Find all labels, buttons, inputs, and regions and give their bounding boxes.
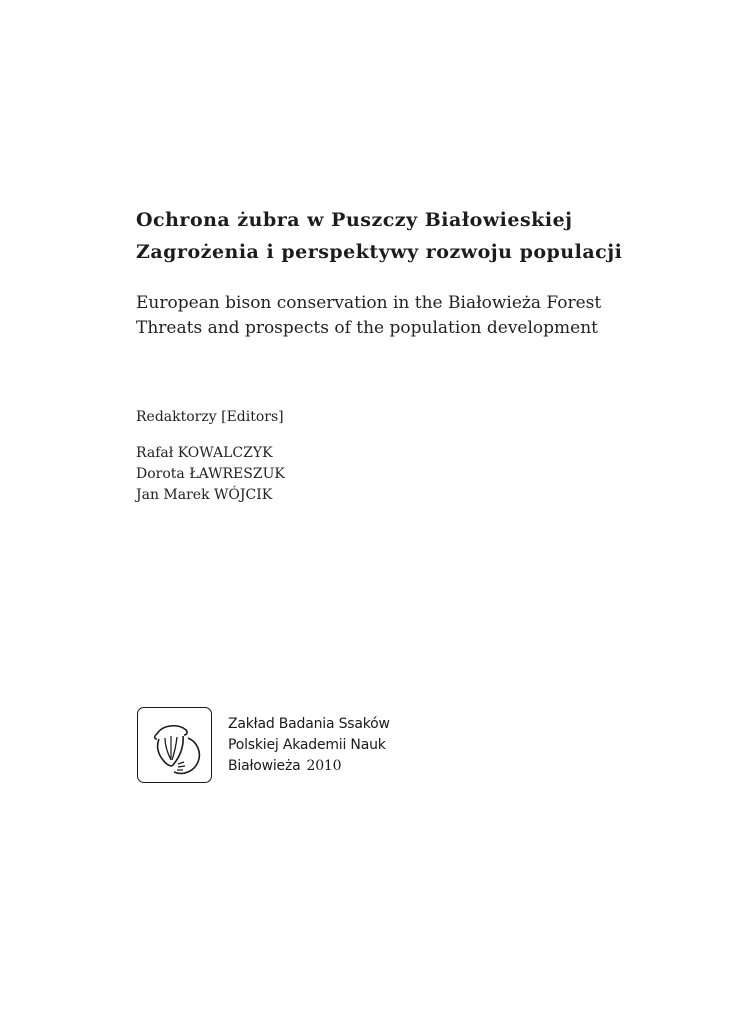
polish-title-line-1: Ochrona żubra w Puszczy Białowieskiej xyxy=(136,209,573,231)
publisher-line-1: Zakład Badania Ssaków xyxy=(228,716,390,732)
english-title-line-2: Threats and prospects of the population development xyxy=(136,318,599,338)
publisher-info xyxy=(228,714,390,777)
editor-name: Dorota ŁAWRESZUK xyxy=(136,466,285,482)
english-title xyxy=(136,291,696,341)
editors-label: Redaktorzy [Editors] xyxy=(136,409,284,425)
publisher-place-year xyxy=(228,756,390,777)
polish-title-line-2: Zagrożenia i perspektywy rozwoju populacji xyxy=(136,241,623,263)
publication-year: 2010 xyxy=(306,758,342,774)
polish-title xyxy=(136,204,696,268)
publisher-line-2: Polskiej Akademii Nauk xyxy=(228,737,386,753)
editor-name: Rafał KOWALCZYK xyxy=(136,445,273,461)
bison-head-logo-icon xyxy=(138,708,213,784)
editors-list xyxy=(136,443,285,506)
english-title-line-1: European bison conservation in the Białowieża Forest xyxy=(136,293,602,313)
publisher-logo xyxy=(137,707,212,783)
editor-name: Jan Marek WÓJCIK xyxy=(136,487,273,503)
publisher-city: Białowieża xyxy=(228,758,301,774)
